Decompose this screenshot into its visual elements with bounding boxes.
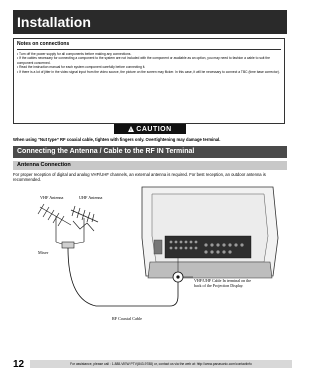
- notes-item: • Turn off the power supply for all components before making any connections.: [17, 52, 281, 56]
- mixer-icon: [62, 242, 74, 248]
- notes-item: • Read the instruction manual for each system component carefully before connecting it.: [17, 65, 281, 69]
- caution-text: When using “Nut type” RF coaxial cable, tighten with fingers only. Overtightening may damage terminal.: [13, 137, 221, 142]
- cable-label: RF Coaxial Cable: [112, 316, 143, 321]
- vhf-antenna-icon: [38, 204, 71, 242]
- terminal-label-line-2: back of the Projection Display.: [194, 283, 244, 288]
- vhf-antenna-label: VHF Antenna: [40, 195, 64, 200]
- notes-item: • If there is a lot of jitter in the video signal input from the video source, the picture on the screen may flicker. In this case, it will be necessary to connect a TBC (time base corrector).: [17, 70, 281, 74]
- intro-paragraph: For proper reception of digital and analog VHF/UHF channels, an external antenna is required. For best reception, an outdoor antenna is recommended.: [13, 172, 266, 183]
- section-heading: Connecting the Antenna / Cable to the RF IN Terminal: [13, 146, 287, 158]
- terminal-label-line-1: VHF/UHF Cable In terminal on the: [194, 278, 251, 283]
- warning-icon: !: [128, 126, 134, 132]
- uhf-antenna-label: UHF Antenna: [79, 195, 103, 200]
- page-number: 12: [13, 359, 25, 370]
- subsection-heading: Antenna Connection: [13, 161, 287, 170]
- mixer-label: Mixer: [38, 250, 49, 255]
- footer-bar: For assistance, please call : 1-888-VIEW PTV(843-9788) or, contact us via the web at: http://www.panasonic.com/contactinfo: [30, 360, 292, 368]
- notes-heading: Notes on connections: [17, 41, 70, 47]
- uhf-antenna-icon: [71, 206, 98, 242]
- caution-label: CAUTION: [136, 125, 172, 133]
- notes-item: • If the cables necessary for connecting a component to the system are not included with the component or available as an option, you may need to fashion a cable to suit the component concerned.: [17, 56, 281, 65]
- page-title: Installation: [17, 14, 91, 30]
- projection-display-illustration: [142, 187, 278, 278]
